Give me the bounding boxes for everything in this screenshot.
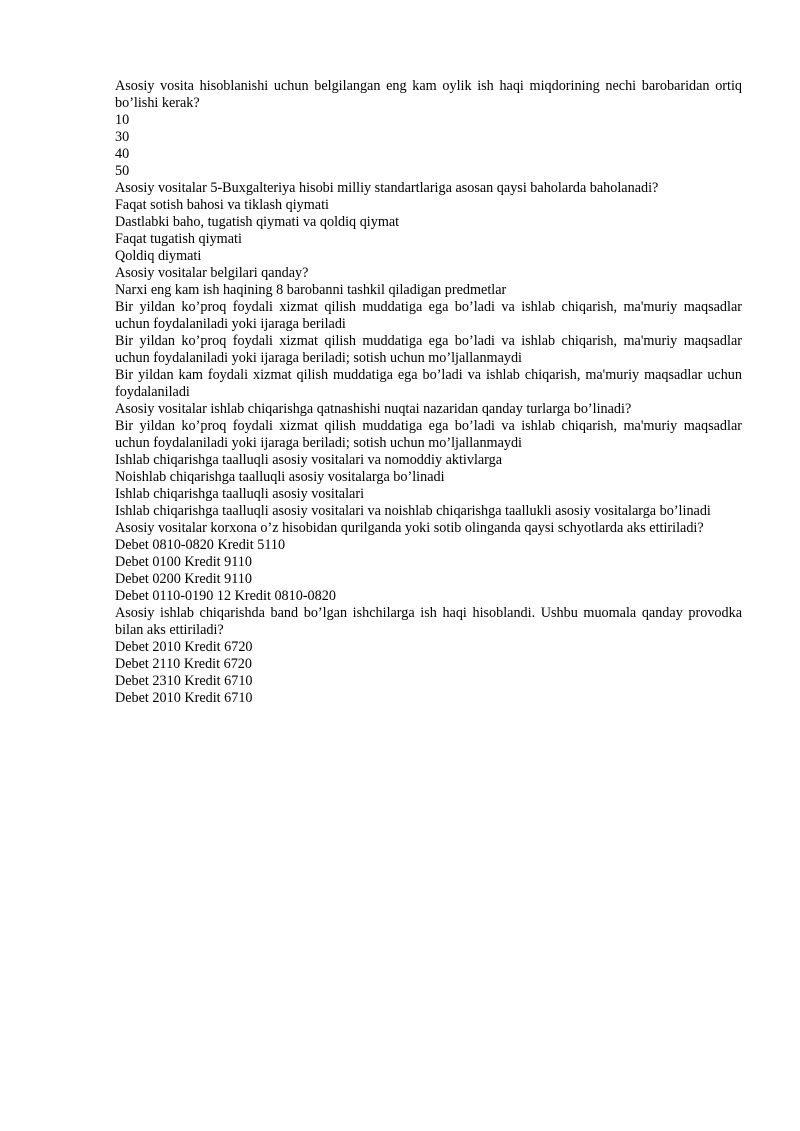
answer-option: Ishlab chiqarishga taalluqli asosiy vositalari va noishlab chiqarishga taallukli asosiy vositalarga bo’linadi — [115, 503, 711, 519]
question-text: Asosiy vositalar 5-Buxgalteriya hisobi milliy standartlariga asosan qaysi baholarda baholanadi? — [115, 180, 659, 196]
answer-option: Dastlabki baho, tugatish qiymati va qoldiq qiymat — [115, 214, 400, 230]
answer-option: Ishlab chiqarishga taalluqli asosiy vositalari — [115, 486, 365, 502]
answer-option: 40 — [115, 146, 130, 162]
question-text: Asosiy ishlab chiqarishda band bo’lgan ishchilarga ish haqi hisoblandi. Ushbu muomala qanday provodka bilan aks ettiriladi? — [115, 605, 742, 638]
answer-option: 50 — [115, 163, 130, 179]
answer-option: Debet 2010 Kredit 6720 — [115, 639, 253, 655]
document-body — [115, 78, 742, 707]
answer-option: Debet 2110 Kredit 6720 — [115, 656, 252, 672]
answer-option: Faqat sotish bahosi va tiklash qiymati — [115, 197, 329, 213]
answer-option: Narxi eng kam ish haqining 8 barobanni tashkil qiladigan predmetlar — [115, 282, 507, 298]
answer-option: Faqat tugatish qiymati — [115, 231, 242, 247]
answer-option: Noishlab chiqarishga taalluqli asosiy vositalarga bo’linadi — [115, 469, 445, 485]
question-text: Asosiy vosita hisoblanishi uchun belgilangan eng kam oylik ish haqi miqdorining nechi barobaridan ortiq bo’lishi kerak? — [115, 78, 742, 111]
question-text: Asosiy vositalar belgilari qanday? — [115, 265, 309, 281]
answer-option: Bir yildan ko’proq foydali xizmat qilish muddatiga ega bo’ladi va ishlab chiqarish, ma'muriy maqsadlar uchun foydalaniladi yoki ijaraga beriladi — [115, 299, 742, 332]
answer-option: Debet 2010 Kredit 6710 — [115, 690, 253, 706]
answer-option: Debet 0810-0820 Kredit 5110 — [115, 537, 286, 553]
answer-option: Debet 0100 Kredit 9110 — [115, 554, 252, 570]
answer-option: Qoldiq diymati — [115, 248, 202, 264]
answer-option: Bir yildan ko’proq foydali xizmat qilish muddatiga ega bo’ladi va ishlab chiqarish, ma'muriy maqsadlar uchun foydalaniladi yoki ijaraga beriladi; sotish uchun mo’ljallanmaydi — [115, 333, 742, 366]
answer-option: 10 — [115, 112, 130, 128]
answer-option: Debet 0110-0190 12 Kredit 0810-0820 — [115, 588, 336, 604]
answer-option: Bir yildan kam foydali xizmat qilish muddatiga ega bo’ladi va ishlab chiqarish, ma'muriy maqsadlar uchun foydalaniladi — [115, 367, 742, 400]
answer-option: Ishlab chiqarishga taalluqli asosiy vositalari va nomoddiy aktivlarga — [115, 452, 503, 468]
answer-option: Bir yildan ko’proq foydali xizmat qilish muddatiga ega bo’ladi va ishlab chiqarish, ma'muriy maqsadlar uchun foydalaniladi yoki ijaraga beriladi; sotish uchun mo’ljallanmaydi — [115, 418, 742, 451]
answer-option: Debet 0200 Kredit 9110 — [115, 571, 252, 587]
question-text: Asosiy vositalar ishlab chiqarishga qatnashishi nuqtai nazaridan qanday turlarga bo’linadi? — [115, 401, 632, 417]
answer-option: Debet 2310 Kredit 6710 — [115, 673, 253, 689]
answer-option: 30 — [115, 129, 130, 145]
question-text: Asosiy vositalar korxona o’z hisobidan qurilganda yoki sotib olinganda qaysi schyotlarda aks ettiriladi? — [115, 520, 704, 536]
